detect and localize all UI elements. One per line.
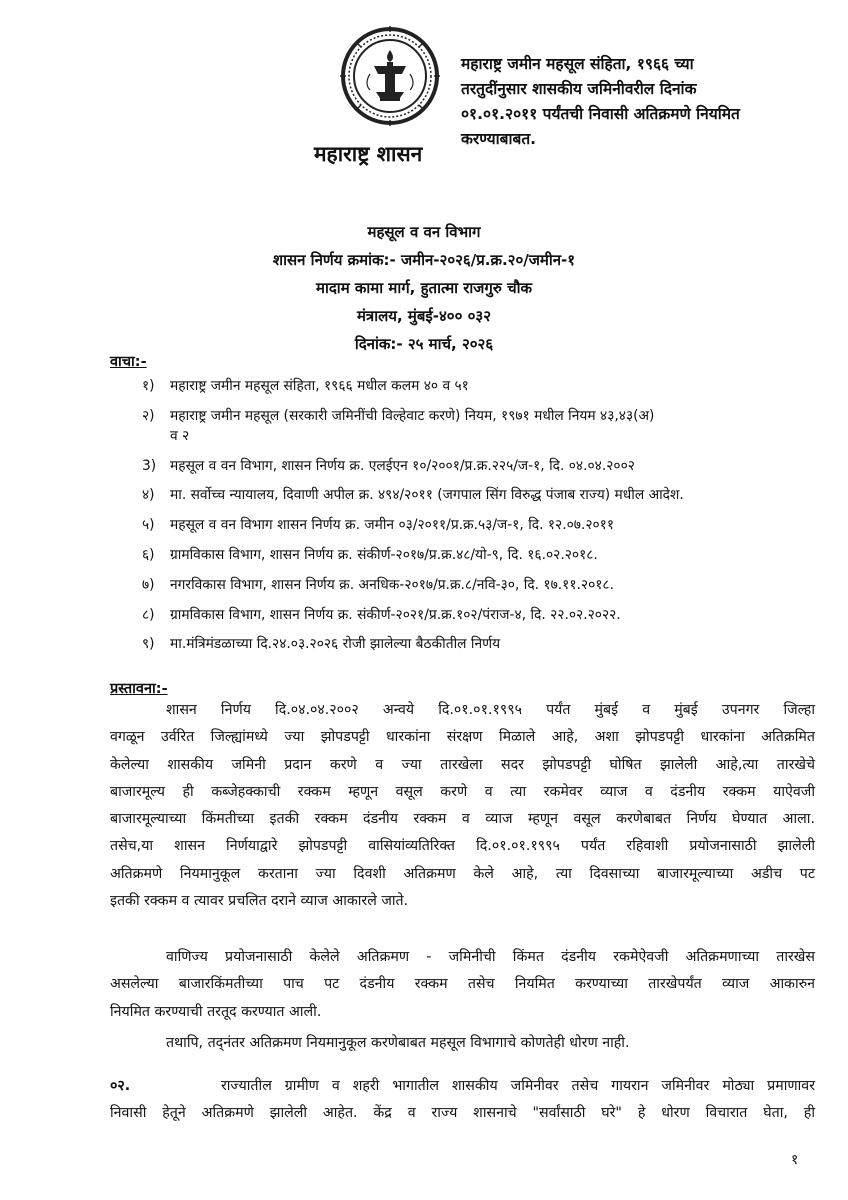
paragraph-line: नियमित करण्याची तरतूद करण्यात आली.: [110, 1003, 322, 1020]
subject-line: महाराष्ट्र जमीन महसूल संहिता, १९६६ च्या: [461, 55, 694, 73]
reference-item: [142, 456, 822, 476]
paragraph-line: असलेल्या बाजारकिंमतीच्या पाच पट दंडनीय रक्कम तसेच नियमित करण्याच्या तारखेपर्यंत व्याज आकारुन: [110, 976, 815, 993]
reference-number: १): [142, 378, 155, 394]
reference-item: [142, 485, 822, 505]
subject-line: तरतुदींनुसार शासकीय जमिनीवरील दिनांक: [461, 80, 697, 98]
section-02-paragraph: [110, 1073, 815, 1128]
subject: [461, 52, 806, 152]
reference-text: मा. सर्वोच्च न्यायालय, दिवाणी अपील क्र. ४९४/२०११ (जगपाल सिंग विरुद्ध पंजाब राज्य) मधील आदेश.: [170, 487, 684, 504]
paragraph-line: तसेच,या शासन निर्णयाद्वारे झोपडपट्टी वासियांव्यतिरिक्त दि.०१.०१.१९९५ पर्यंत रहिवाशी प्रयोजनासाठी झालेली: [110, 838, 815, 855]
paragraph-line: निवासी हेतूने अतिक्रमणे झालेली आहेत. केंद्र व राज्य शासनाचे "सर्वांसाठी घरे" हे धोरण विचारात घेता, ही: [110, 1105, 815, 1122]
references-list: [142, 376, 822, 664]
reference-text: महसूल व वन विभाग, शासन निर्णय क्र. एलईएन १०/२००१/प्र.क्र.२२५/ज-१, दि. ०४.०४.२००२: [170, 457, 635, 474]
reference-item: [142, 376, 822, 396]
subject-line: ०१.०१.२०११ पर्यंतची निवासी अतिक्रमणे नियमित: [461, 105, 740, 123]
reference-number: ९): [142, 636, 155, 653]
paragraph-line: [110, 1073, 815, 1100]
paragraph-line: अतिक्रमणे नियमानुकूल करताना ज्या दिवशी अतिक्रमण केले आहे, त्या दिवसाच्या बाजारमूल्याच्या अडीच पट: [110, 865, 815, 882]
reference-text: महसूल व वन विभाग शासन निर्णय क्र. जमीन ०३/२०११/प्र.क्र.५३/ज-१, दि. १२.०७.२०११: [170, 517, 615, 534]
reference-text: नगरविकास विभाग, शासन निर्णय क्र. अनधिक-२०१७/प्र.क्र.८/नवि-३०, दि. १७.११.२०१८.: [170, 576, 614, 593]
paragraph-line: वाणिज्य प्रयोजनासाठी केलेले अतिक्रमण - जमिनीची किंमत दंडनीय रकमेऐवजी अतिक्रमणाच्या तारखेस: [166, 949, 815, 965]
reference-number: ४): [142, 487, 155, 504]
address-line: मंत्रालय, मुंबई-४०० ०३२: [356, 307, 492, 325]
reference-text: ग्रामविकास विभाग, शासन निर्णय क्र. संकीर्ण-२०१७/प्र.क्र.४८/यो-९, दि. १६.०२.२०१८.: [170, 546, 598, 563]
subject-line: करण्याबाबत.: [461, 130, 537, 148]
paragraph-text: राज्यातील ग्रामीण व शहरी भागातील शासकीय जमिनीवर तसेच गायरान जमिनीवर मोठ्या प्रमाणावर: [220, 1078, 815, 1094]
paragraph-line: बाजारमूल्याच्या किंमतीच्या इतकी रक्कम दंडनीय रक्कम व व्याज म्हणून वसूल करणेबाबत निर्णय घेण्यात आला.: [110, 811, 815, 828]
government-name: महाराष्ट्र शासन: [314, 142, 423, 166]
document-date: दिनांक:- २५ मार्च, २०२६: [354, 335, 494, 353]
reference-item: [142, 575, 822, 595]
reference-item: [142, 634, 822, 654]
reference-text: ग्रामविकास विभाग, शासन निर्णय क्र. संकीर्ण-२०२१/प्र.क्र.१०२/पंराज-४, दि. २२.०२.२०२२.: [170, 606, 621, 623]
reference-number: २): [142, 407, 155, 424]
preamble-paragraph: [110, 697, 815, 915]
paragraph-line: केलेल्या शासकीय जमिनी प्रदान करणे व ज्या तारखेला सदर झोपडपट्टी घोषित झालेली आहे,त्या तारखेचे: [110, 756, 815, 773]
department-name: महसूल व वन विभाग: [367, 223, 481, 241]
references-heading: वाचा:-: [110, 354, 147, 370]
reference-item: [142, 605, 822, 625]
reference-text: महाराष्ट्र जमीन महसूल संहिता, १९६६ मधील कलम ४० व ५१: [170, 378, 469, 394]
reference-text-continuation: व २: [170, 427, 190, 444]
reference-number: ७): [142, 576, 155, 593]
paragraph-line: बाजारमूल्य ही कब्जेहक्काची रक्कम म्हणून वसूल करणे व त्या रकमेवर व्याज व दंडनीय रक्कम याऐवजी: [110, 783, 815, 800]
paragraph-line: इतकी रक्कम व त्यावर प्रचलित दराने व्याज आकारले जाते.: [110, 893, 409, 910]
reference-item: [142, 406, 822, 446]
gr-number: शासन निर्णय क्रमांक:- जमीन-२०२६/प्र.क्र.२०/जमीन-१: [272, 251, 576, 269]
paragraph-line: तथापि, तद्नंतर अतिक्रमण नियमानुकूल करणेबाबत महसूल विभागाचे कोणतेही धोरण नाही.: [166, 1035, 630, 1051]
department-block: [0, 218, 848, 358]
preamble-paragraph: [110, 1030, 815, 1057]
reference-number: ८): [142, 606, 155, 623]
reference-text: महाराष्ट्र जमीन महसूल (सरकारी जमिनींची विल्हेवाट करणे) नियम, १९७१ मधील नियम ४३,४३(अ): [170, 407, 655, 424]
address-line: मादाम कामा मार्ग, हुतात्मा राजगुरु चौक: [315, 279, 532, 297]
reference-number: ६): [142, 546, 155, 563]
reference-item: [142, 515, 822, 535]
reference-number: ५): [142, 517, 155, 534]
paragraph-line: शासन निर्णय दि.०४.०४.२००२ अन्वये दि.०१.०१.१९९५ पर्यंत मुंबई व मुंबई उपनगर जिल्हा: [166, 702, 815, 718]
reference-text: मा.मंत्रिमंडळाच्या दि.२४.०३.२०२६ रोजी झालेल्या बैठकीतील निर्णय: [170, 636, 501, 653]
page-number: १: [791, 1152, 799, 1168]
preamble-heading: प्रस्तावना:-: [110, 681, 168, 697]
preamble-paragraph: [110, 944, 815, 1026]
reference-item: [142, 545, 822, 565]
section-number: ०२.: [110, 1078, 131, 1094]
maharashtra-seal-icon: [340, 24, 440, 132]
paragraph-line: वगळून उर्वरित जिल्ह्यांमध्ये ज्या झोपडपट्टी धारकांना संरक्षण मिळाले आहे, अशा झोपडपट्टी धारकांना अतिक्रमित: [110, 729, 815, 746]
reference-number: 3): [142, 457, 157, 474]
